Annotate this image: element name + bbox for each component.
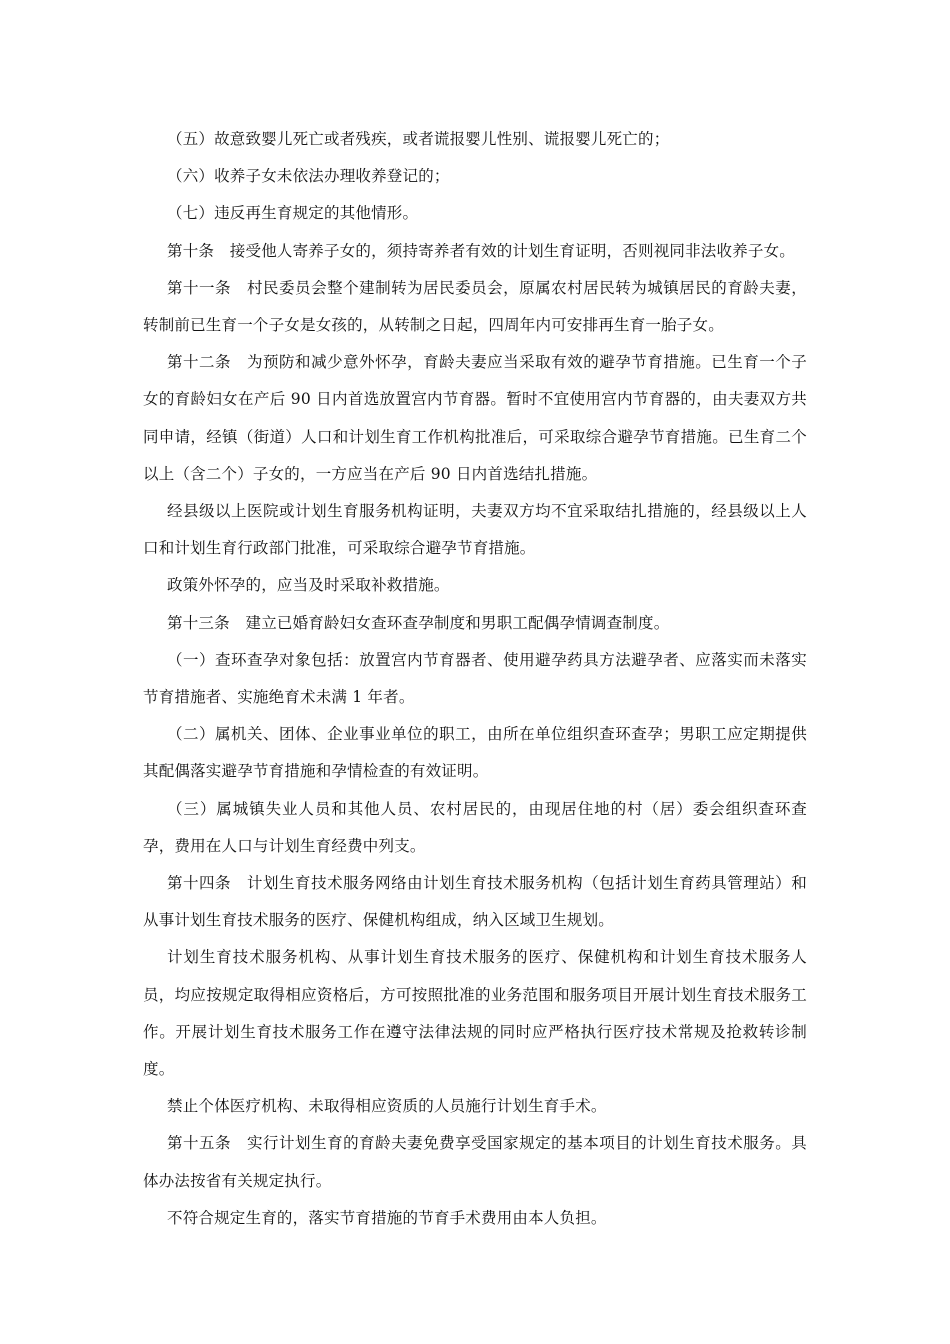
article-10: 第十条 接受他人寄养子女的，须持寄养者有效的计划生育证明，否则视同非法收养子女。 <box>167 241 796 260</box>
article-14-paragraph-3: 禁止个体医疗机构、未取得相应资质的人员施行计划生育手术。 <box>167 1097 607 1116</box>
article-13: 第十三条 建立已婚育龄妇女查环查孕制度和男职工配偶孕情调查制度。 <box>167 613 670 632</box>
article-11: 第十一条 村民委员会整个建制转为居民委员会，原属农村居民转为城镇居民的育龄夫妻，转制前已生育一个子女是女孩的，从转制之日起，四周年内可安排再生育一胎子女。 <box>143 278 807 335</box>
article-13-item-1: （一）查环查孕对象包括：放置宫内节育器者、使用避孕药具方法避孕者、应落实而未落实节育措施者、实施绝育术未满 1 年者。 <box>143 650 807 707</box>
article-14-paragraph-2: 计划生育技术服务机构、从事计划生育技术服务的医疗、保健机构和计划生育技术服务人员，均应按规定取得相应资格后，方可按照批准的业务范围和服务项目开展计划生育技术服务工作。开展计划生育技术服务工作在遵守法律法规的同时应严格执行医疗技术常规及抢救转诊制度。 <box>143 948 807 1079</box>
clause-item-7: （七）违反再生育规定的其他情形。 <box>167 204 419 223</box>
article-12: 第十二条 为预防和减少意外怀孕，育龄夫妻应当采取有效的避孕节育措施。已生育一个子女的育龄妇女在产后 90 日内首选放置宫内节育器。暂时不宜使用宫内节育器的，由夫妻双方共同申请，经镇（街道）人口和计划生育工作机构批准后，可采取综合避孕节育措施。已生育二个以上（含二个）子女的，一方应当在产后 90 日内首选结扎措施。 <box>143 353 807 483</box>
clause-item-6: （六）收养子女未依法办理收养登记的； <box>167 167 450 186</box>
article-13-item-2: （二）属机关、团体、企业事业单位的职工，由所在单位组织查环查孕；男职工应定期提供其配偶落实避孕节育措施和孕情检查的有效证明。 <box>143 725 807 781</box>
document-body <box>143 121 807 1237</box>
article-13-item-3: （三）属城镇失业人员和其他人员、农村居民的，由现居住地的村（居）委会组织查环查孕，费用在人口与计划生育经费中列支。 <box>143 799 807 855</box>
article-15: 第十五条 实行计划生育的育龄夫妻免费享受国家规定的基本项目的计划生育技术服务。具体办法按省有关规定执行。 <box>143 1134 807 1190</box>
article-12-paragraph-2: 经县级以上医院或计划生育服务机构证明，夫妻双方均不宜采取结扎措施的，经县级以上人口和计划生育行政部门批准，可采取综合避孕节育措施。 <box>143 502 807 558</box>
article-14: 第十四条 计划生育技术服务网络由计划生育技术服务机构（包括计划生育药具管理站）和从事计划生育技术服务的医疗、保健机构组成，纳入区域卫生规划。 <box>143 874 807 930</box>
article-12-paragraph-3: 政策外怀孕的，应当及时采取补救措施。 <box>167 576 450 595</box>
article-15-paragraph-2: 不符合规定生育的，落实节育措施的节育手术费用由本人负担。 <box>167 1208 607 1227</box>
clause-item-5: （五）故意致婴儿死亡或者残疾，或者谎报婴儿性别、谎报婴儿死亡的； <box>167 130 670 148</box>
